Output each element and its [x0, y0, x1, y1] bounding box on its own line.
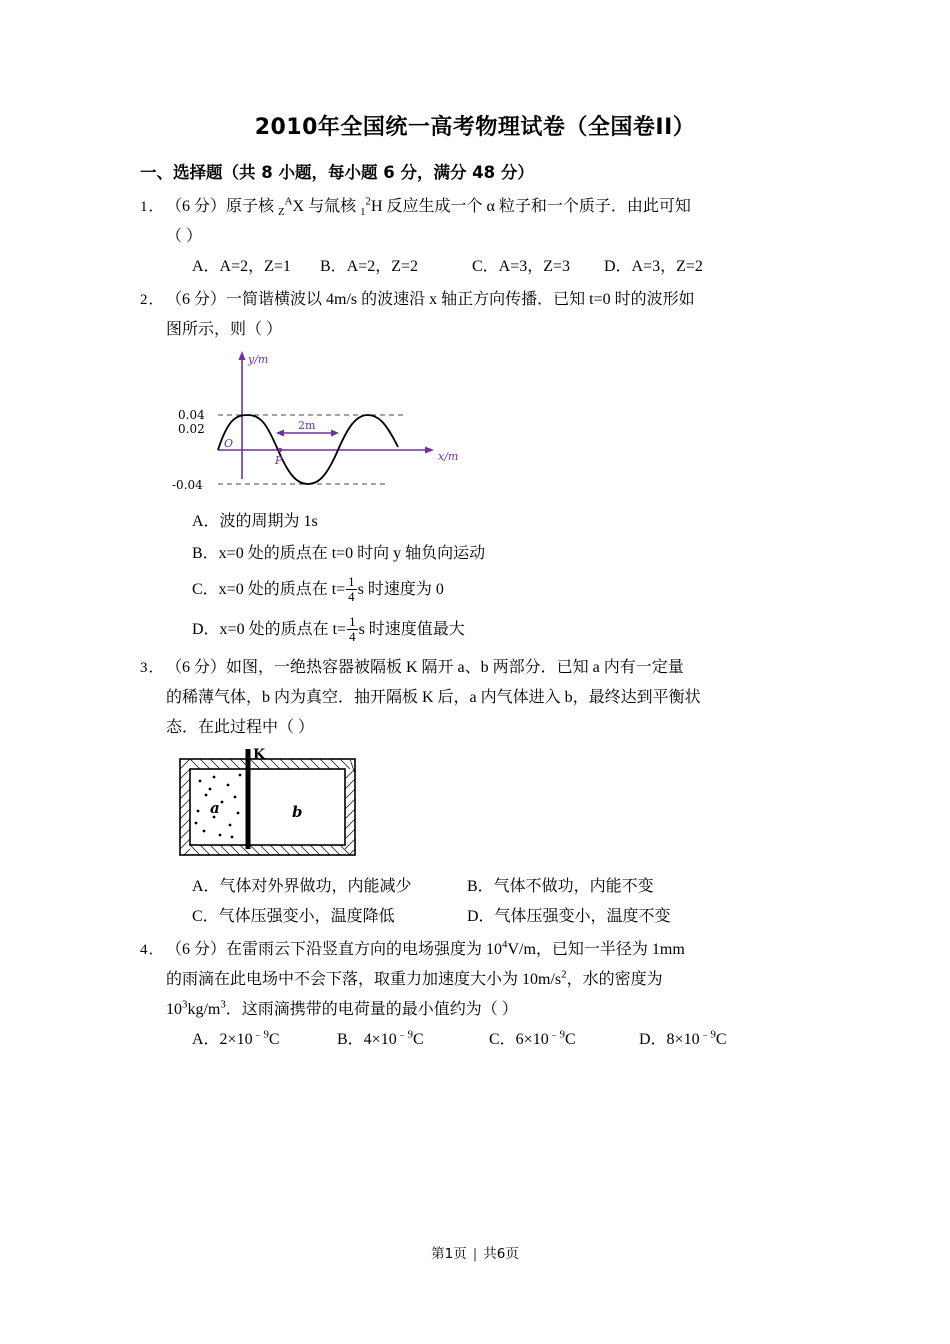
fraction-one-quarter-c: $\frac{1}{4}$ [348, 573, 355, 604]
wave-tick-002: 0.02 [178, 422, 205, 436]
question-3-option-a[interactable]: A．气体对外界做功，内能减少 [192, 878, 412, 895]
question-4-option-a-sup: ﹣9 [252, 1028, 269, 1041]
container-figure [140, 745, 810, 868]
question-4-option-a-post: C [268, 1031, 280, 1048]
container-partition-label: K [253, 747, 266, 763]
question-1-stem-part-a: （6 分）原子核 [166, 198, 279, 215]
question-1-number: 1． [140, 199, 165, 215]
question-4-stem1b: V/m，已知一半径为 1mm [507, 941, 685, 958]
question-3-options-row-2 [140, 902, 810, 932]
question-4 [140, 935, 810, 1055]
question-4-stem2sup: 2 [561, 968, 567, 981]
question-4-option-b[interactable] [337, 1025, 489, 1055]
question-3-stem-line-3: 态．在此过程中（ ） [166, 719, 315, 736]
footer-total-pages: 共6页 [483, 1246, 519, 1262]
question-4-stem3sup: 3 [182, 998, 188, 1011]
container-region-a-label: a [210, 799, 220, 817]
wave-y-axis-label: y/m [248, 353, 269, 366]
question-1-stem [166, 192, 810, 222]
question-4-stem3a: 10 [166, 1001, 182, 1018]
question-3-stem-line-1: （6 分）如图，一绝热容器被隔板 K 隔开 a、b 两部分．已知 a 内有一定量 [166, 659, 684, 676]
question-4-stem-line-2 [166, 965, 810, 995]
nuclide-x-sup: A [284, 195, 293, 208]
question-4-options [140, 1025, 810, 1055]
question-2 [140, 285, 810, 650]
question-3-option-d[interactable]: D．气体压强变小，温度不变 [467, 908, 671, 925]
nuclide-h-sup: 2 [365, 195, 371, 208]
question-2-number: 2． [140, 292, 165, 308]
question-3-option-b[interactable]: B．气体不做功，内能不变 [467, 878, 654, 895]
question-1-option-c[interactable]: C．A=3，Z=3 [472, 258, 571, 275]
question-4-option-c-sup: ﹣9 [548, 1028, 566, 1041]
question-4-stem1a: （6 分）在雷雨云下沿竖直方向的电场强度为 10 [166, 941, 503, 958]
question-4-stem3c: ．这雨滴携带的电荷量的最小值约为（ ） [225, 1001, 518, 1018]
question-4-option-c-post: C [565, 1031, 576, 1048]
question-4-number: 4． [140, 942, 165, 958]
question-4-stem-line-3 [166, 995, 810, 1025]
wave-x-axis-label: x/m [438, 450, 459, 463]
question-2-option-d[interactable] [140, 610, 810, 650]
question-4-option-d-sup: ﹣9 [699, 1028, 716, 1041]
question-3 [140, 653, 810, 932]
page-footer [0, 1242, 950, 1262]
question-4-stem3b: kg/m [187, 1001, 221, 1018]
footer-current-page: 第1页 [431, 1246, 467, 1262]
question-2-option-d-pre: D．x=0 处的质点在 t= [192, 621, 347, 638]
question-2-option-d-post: s 时速度值最大 [358, 621, 465, 638]
wave-diagram-svg [170, 347, 500, 497]
nuclide-x-sub: Z [278, 206, 285, 219]
container-diagram-svg [170, 745, 370, 863]
question-3-option-c[interactable]: C．气体压强变小，温度降低 [192, 908, 395, 925]
question-3-number: 3． [140, 660, 165, 676]
question-3-stem-line-2: 的稀薄气体，b 内为真空．抽开隔板 K 后，a 内气体进入 b，最终达到平衡状 [166, 689, 701, 706]
question-4-option-a-pre: A．2×10 [192, 1031, 253, 1048]
question-4-option-d-post: C [715, 1031, 727, 1048]
wave-origin-label: O [224, 437, 234, 450]
question-4-stem2a: 的雨滴在此电场中不会下落，取重力加速度大小为 10m/s [166, 971, 562, 988]
question-1-option-a[interactable]: A．A=2，Z=1 [192, 258, 291, 275]
question-3-options-row-1 [140, 872, 810, 902]
fraction-one-quarter-d: $\frac{1}{4}$ [349, 613, 356, 644]
question-4-stem3sup2: 3 [220, 998, 226, 1011]
question-1-option-d[interactable]: D．A=3，Z=2 [604, 258, 703, 275]
question-1-answer-blank: （ ） [166, 228, 203, 245]
wave-span-label: 2m [298, 419, 316, 432]
question-4-stem-line-1 [166, 935, 810, 965]
wave-tick-004: 0.04 [178, 408, 205, 422]
page-title: 2010年全国统一高考物理试卷（全国卷II） [254, 115, 696, 140]
container-region-b-label: b [292, 803, 303, 821]
question-1 [140, 192, 810, 282]
question-1-option-b[interactable]: B．A=2，Z=2 [320, 258, 419, 275]
question-2-option-b[interactable]: B．x=0 处的质点在 t=0 时向 y 轴负向运动 [192, 545, 486, 562]
question-4-option-d-pre: D．8×10 [639, 1031, 700, 1048]
question-2-option-c[interactable] [140, 570, 810, 610]
question-2-option-a[interactable]: A．波的周期为 1s [192, 513, 318, 530]
question-4-option-c[interactable] [489, 1025, 639, 1055]
wave-figure [140, 347, 810, 502]
question-1-options [140, 252, 810, 282]
wave-point-p-label: P [275, 454, 283, 467]
nuclide-h-sub: 1 [360, 206, 366, 219]
question-4-option-c-pre: C．6×10 [489, 1031, 549, 1048]
question-4-stem1sup: 4 [502, 938, 508, 951]
question-4-option-b-sup: ﹣9 [396, 1028, 414, 1041]
question-1-stem-part-c: H 反应生成一个 α 粒子和一个质子．由此可知 [370, 198, 691, 215]
question-4-option-b-pre: B．4×10 [337, 1031, 397, 1048]
question-2-stem-line-2: 图所示，则（ ） [166, 321, 283, 338]
question-2-stem-line-1: （6 分）一简谐横波以 4m/s 的波速沿 x 轴正方向传播．已知 t=0 时的波形如 [166, 291, 695, 308]
section-heading: 一、选择题（共 8 小题，每小题 6 分，满分 48 分） [140, 163, 534, 182]
question-2-option-c-post: s 时速度为 0 [357, 581, 444, 598]
question-4-option-b-post: C [413, 1031, 424, 1048]
question-4-option-a[interactable] [192, 1025, 337, 1055]
question-4-stem2b: ，水的密度为 [566, 971, 663, 988]
question-1-stem-part-b: X 与氚核 [292, 198, 361, 215]
question-2-option-c-pre: C．x=0 处的质点在 t= [192, 581, 346, 598]
wave-tick-neg004: -0.04 [172, 478, 203, 492]
footer-separator: | [472, 1246, 478, 1262]
question-4-option-d[interactable] [639, 1025, 727, 1055]
